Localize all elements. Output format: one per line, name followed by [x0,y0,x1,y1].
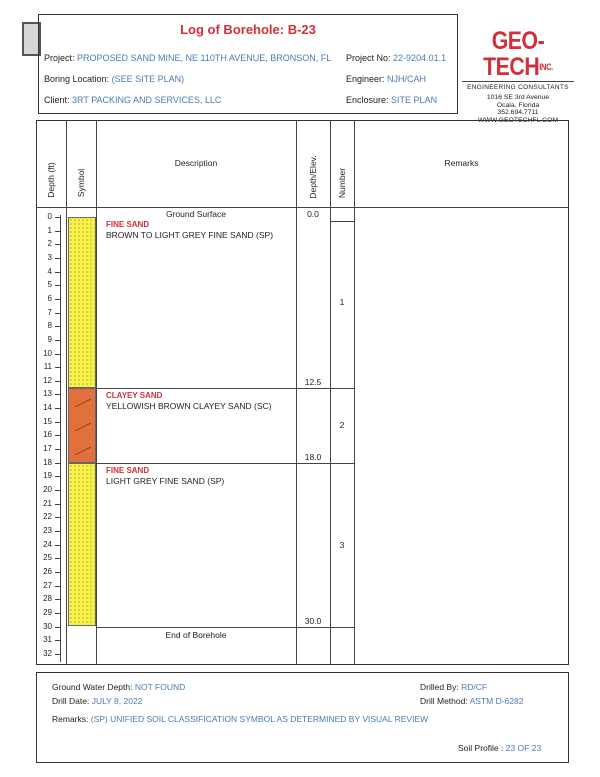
depth-tick-label: 32 [43,648,52,658]
depth-tick [55,627,61,628]
engineer-value: NJH/CAH [387,74,427,84]
soil-profile-label: Soil Profile : [458,743,504,753]
depth-tick-label: 31 [43,635,52,645]
client-value: 3RT PACKING AND SERVICES, LLC [72,95,222,105]
depth-tick [55,640,61,641]
enclosure-label: Enclosure: [346,95,389,105]
col-header-depth: Depth (ft) [46,162,56,198]
company-name-text: GEO-TECH [483,27,545,81]
column-header-divider [36,207,569,208]
company-website: WWW.GEOTECHFL.COM [477,116,559,124]
sample-number: 2 [339,420,345,431]
depth-tick [55,599,61,600]
drill-method-row [420,696,523,706]
depth-tick [55,313,61,314]
depth-tick-label: 15 [43,416,52,426]
col-header-depth-elev: Depth/Elev. [308,155,318,199]
depth-tick [55,463,61,464]
depth-tick [55,367,61,368]
depth-tick [55,654,61,655]
depth-tick-label: 24 [43,539,52,549]
depth-tick [55,490,61,491]
col-header-remarks: Remarks [444,158,479,168]
drill-date-value: JULY 8, 2022 [91,696,143,706]
col-divider-description [296,120,297,665]
layer-bottom-depth: 18.0 [304,451,322,462]
company-suffix: INC. [539,62,553,72]
layer-name: FINE SAND [106,465,150,475]
depth-tick-label: 13 [43,389,52,399]
layer-description: BROWN TO LIGHT GREY FINE SAND (SP) [106,230,274,240]
depth-tick-label: 3 [47,252,52,262]
depth-tick-label: 1 [47,225,52,235]
layer-name: FINE SAND [106,220,150,229]
groundwater-row [52,682,185,692]
company-address1: 1016 SE 3rd Avenue [486,94,550,101]
project-no-row [346,53,446,63]
depth-tick-label: 17 [43,444,52,454]
drilled-by-value: RD/CF [461,682,488,692]
soil-symbol-clay [68,388,96,463]
depth-tick-label: 23 [43,525,52,535]
depth-tick-label: 11 [43,362,52,372]
depth-tick [55,326,61,327]
drill-date-row [52,696,142,706]
soil-profile-value: 23 OF 23 [505,743,542,753]
enclosure-value: SITE PLAN [391,95,438,105]
depth-tick [55,340,61,341]
col-header-description: Description [174,158,218,168]
clay-hatch [69,389,97,464]
depth-tick-label: 25 [43,553,52,563]
depth-tick [55,435,61,436]
depth-tick-label: 22 [43,512,52,522]
depth-tick-label: 14 [43,403,52,413]
depth-tick [55,408,61,409]
boring-location-row [44,74,184,84]
boring-location-label: Boring Location: [44,74,110,84]
depth-tick [55,558,61,559]
project-no-label: Project No: [346,53,391,63]
depth-tick-label: 30 [43,621,52,631]
engineer-row [346,74,426,84]
depth-tick [55,422,61,423]
company-phone: 352.694.7711 [497,109,539,116]
end-of-borehole-label: End of Borehole [165,629,227,640]
soil-symbol-sand [68,463,96,627]
depth-tick [55,244,61,245]
company-name [470,28,565,80]
depth-tick [55,217,61,218]
project-no-value: 22-9204.01.1 [393,53,447,63]
depth-tick [55,394,61,395]
depth-tick-label: 9 [47,334,52,344]
depth-tick [55,354,61,355]
depth-tick-label: 16 [43,430,52,440]
col-divider-depth-elev [330,120,331,665]
depth-tick-label: 29 [43,607,52,617]
depth-tick [55,586,61,587]
soil-profile-row [458,743,541,753]
report-title [38,22,458,37]
ground-surface-depth: 0.0 [307,209,319,219]
client-label: Client: [44,95,70,105]
groundwater-label: Ground Water Depth: [52,682,133,692]
drill-date-label: Drill Date: [52,696,90,706]
depth-tick [55,476,61,477]
company-address2: Ocala, Florida [496,101,540,109]
depth-tick [55,449,61,450]
depth-tick-label: 4 [47,266,52,276]
depth-tick-label: 18 [43,457,52,467]
sample-number: 1 [339,297,345,308]
depth-tick [55,531,61,532]
groundwater-value: NOT FOUND [134,682,186,692]
depth-axis [60,215,61,662]
sample-column-top [330,221,354,222]
end-of-borehole-line [96,627,354,628]
project-label: Project: [44,53,75,63]
depth-tick-label: 5 [47,280,52,290]
depth-tick-label: 0 [47,212,52,221]
depth-tick [55,504,61,505]
col-divider-number [354,120,355,665]
remarks-label: Remarks: [52,714,89,724]
project-row [44,53,331,63]
layer-name: CLAYEY SAND [106,390,163,400]
remarks-row [52,714,428,724]
depth-tick-label: 6 [47,293,52,303]
depth-tick-label: 7 [47,307,52,317]
drill-method-label: Drill Method: [420,696,468,706]
col-header-number: Number [337,167,347,199]
depth-tick-label: 2 [47,239,52,249]
depth-tick-label: 19 [43,471,52,481]
drilled-by-row [420,682,487,692]
depth-tick-label: 21 [43,498,52,508]
depth-tick [55,545,61,546]
layer-description: YELLOWISH BROWN CLAYEY SAND (SC) [106,400,272,411]
client-row [44,95,221,105]
depth-tick [55,258,61,259]
engineer-label: Engineer: [346,74,385,84]
depth-tick [55,613,61,614]
project-value: PROPOSED SAND MINE, NE 110TH AVENUE, BRONSON, FL [77,53,332,63]
depth-tick-label: 8 [47,321,52,331]
ground-surface-label: Ground Surface [165,209,226,219]
drilled-by-label: Drilled By: [420,682,459,692]
soil-symbol-sand [68,217,96,388]
depth-tick-label: 12 [43,375,52,385]
depth-tick-label: 27 [43,580,52,590]
depth-tick [55,231,61,232]
depth-tick-label: 28 [43,594,52,604]
depth-tick-label: 20 [43,485,52,494]
depth-tick-label: 10 [43,348,52,358]
sample-number: 3 [339,539,345,550]
boring-location-value: (SEE SITE PLAN) [111,74,185,84]
enclosure-row [346,95,437,105]
depth-tick [55,272,61,273]
company-subtitle: ENGINEERING CONSULTANTS [462,81,574,91]
layer-bottom-depth: 12.5 [304,376,322,387]
depth-tick-label: 26 [43,566,52,576]
depth-tick [55,572,61,573]
depth-tick [55,299,61,300]
company-logo [462,28,574,124]
layer-boundary [96,388,354,389]
depth-tick [55,285,61,286]
layer-bottom-depth: 30.0 [304,615,322,626]
layer-boundary [96,463,354,464]
title-text: Log of Borehole: B-23 [180,22,316,37]
drill-method-value: ASTM D-6282 [469,696,524,706]
depth-tick [55,517,61,518]
layer-description: LIGHT GREY FINE SAND (SP) [106,475,225,486]
col-divider-depth [66,120,67,665]
col-header-symbol: Symbol [76,168,86,198]
depth-tick [55,381,61,382]
remarks-value: (SP) UNIFIED SOIL CLASSIFICATION SYMBOL AS DETERMINED BY VISUAL REVIEW [90,714,429,724]
